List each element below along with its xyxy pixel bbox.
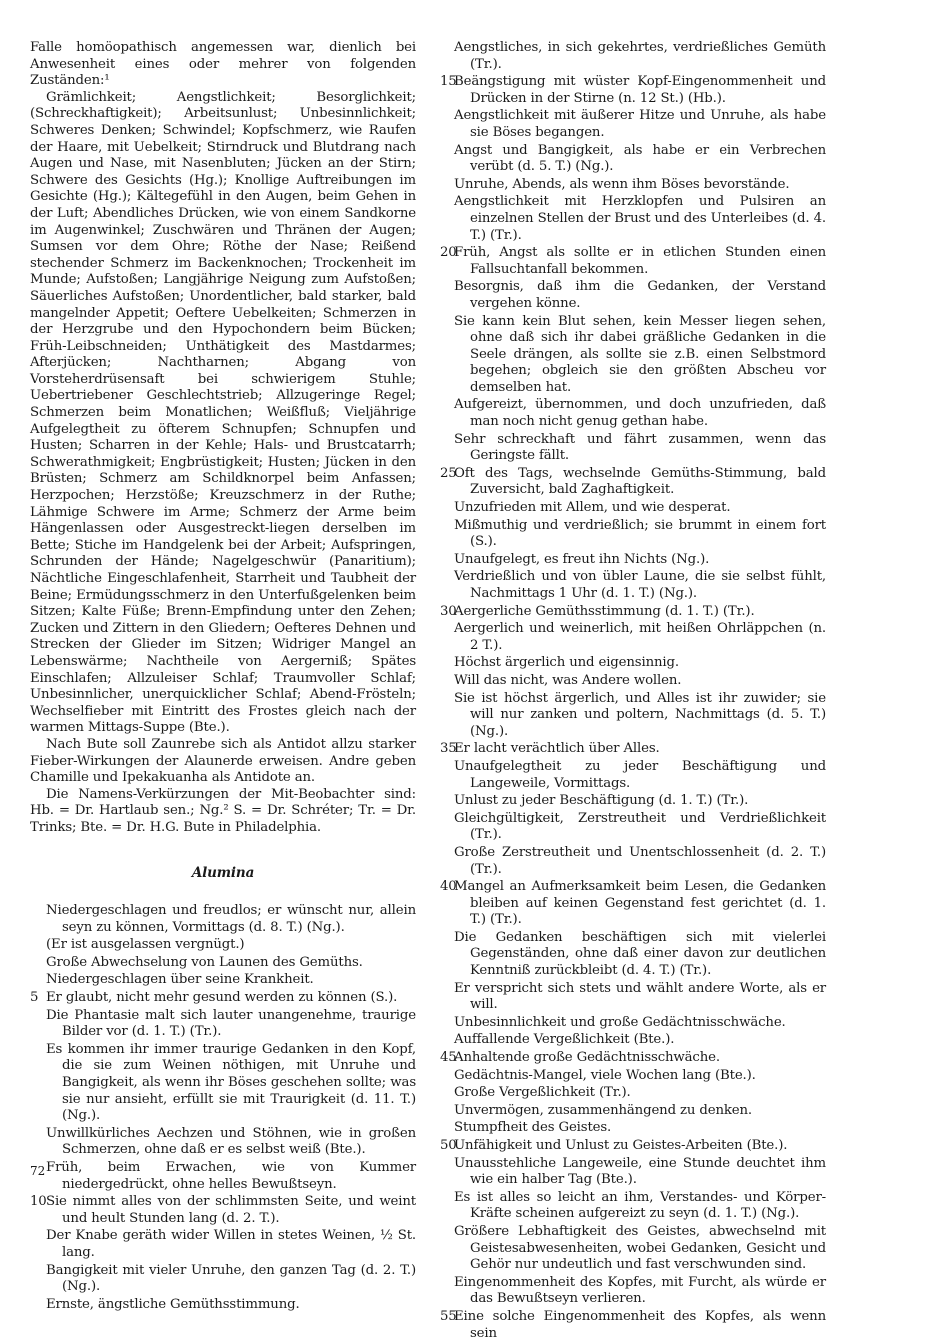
- right-column: [440, 40, 826, 1343]
- entry-text: Höchst ärgerlich und eigensinnig.: [454, 655, 679, 671]
- symptom-entry: [440, 314, 826, 397]
- symptom-entry: [440, 1032, 826, 1049]
- symptom-entry: [440, 40, 826, 73]
- symptom-entry: [440, 604, 826, 621]
- symptom-entry: [440, 741, 826, 758]
- symptom-entry: [440, 279, 826, 312]
- line-number: 5: [30, 990, 39, 1006]
- symptom-entry: [440, 500, 826, 517]
- entry-text: Unaufgelegt, es freut ihn Nichts (Ng.).: [454, 551, 710, 567]
- entry-text: Die Phantasie malt sich lauter unangenehme, traurige Bilder vor (d. 1. T.) (Tr.).: [46, 1007, 416, 1040]
- symptom-entry: [440, 245, 826, 278]
- symptom-entry: [440, 552, 826, 569]
- entry-text: Will das nicht, was Andere wollen.: [454, 672, 682, 688]
- entry-text: Unzufrieden mit Allem, und wie desperat.: [454, 500, 731, 516]
- symptom-entry: [440, 74, 826, 107]
- entry-text: Der Knabe geräth wider Willen in stetes Weinen, ½ St. lang.: [46, 1228, 416, 1260]
- symptom-entry: [30, 1263, 416, 1296]
- symptom-entry: [30, 955, 416, 972]
- symptom-entry: [440, 466, 826, 499]
- line-number: 40: [440, 879, 457, 895]
- entry-text: Große Abwechselung von Launen des Gemüths.: [46, 954, 363, 970]
- entry-text: Sehr schreckhaft und fährt zusammen, wenn das Geringste fällt.: [454, 431, 826, 464]
- symptom-entry: [440, 177, 826, 194]
- entry-text: Sie kann kein Blut sehen, kein Messer liegen sehen, ohne daß sich ihr dabei gräßliche Gedanken in die Seele drängen, als sollte sie z.B. einen Selbstmord begehen; obgleich sie den größten Abscheu vor demselben hat.: [454, 313, 826, 395]
- entry-text: Unwillkürliches Aechzen und Stöhnen, wie in großen Schmerzen, ohne daß er es selbst weiß (Bte.).: [46, 1125, 416, 1158]
- entry-text: Gleichgültigkeit, Zerstreutheit und Verdrießlichkeit (Tr.).: [454, 810, 826, 843]
- symptom-entry: [440, 1309, 826, 1342]
- symptom-entry: [30, 972, 416, 989]
- entry-text: Ernste, ängstliche Gemüthsstimmung.: [46, 1296, 300, 1312]
- symptom-entry: [440, 811, 826, 844]
- symptom-entry: [440, 1138, 826, 1155]
- symptom-entry: [30, 1228, 416, 1261]
- entry-text: Unbesinnlichkeit und große Gedächtnisschwäche.: [454, 1014, 786, 1030]
- symptom-entry: [440, 1085, 826, 1102]
- entry-text: Unruhe, Abends, als wenn ihm Böses bevorstände.: [454, 176, 790, 192]
- entry-text: Sie nimmt alles von der schlimmsten Seite, und weint und heult Stunden lang (d. 2. T.).: [46, 1194, 416, 1226]
- intro-paragraph-2: Grämlichkeit; Aengstlichkeit; Besorglichkeit; (Schreckhaftigkeit); Arbeitsunlust; Unbesinnlichkeit; Schweres Denken; Schwindel; Kopfschmerz, wie Raufen der Haare, mit Uebelkeit; Stirndruck und Blutdrang nach Augen und Nase, mit Nasenbluten; Jücken an der Stirn; Schwere des Gesichts (Hg.); Knollige Auftreibungen im Gesichte (Hg.); Kältegefühl in den Augen, beim Gehen in der Luft; Abendliches Drücken, wie von einem Sandkorne im Augenwinkel; Zuschwären und Thränen der Augen; Sumsen vor dem Ohre; Röthe der Nase; Reißend stechender Schmerz im Backenknochen; Trockenheit im Munde; Aufstoßen; Langjährige Neigung zum Aufstoßen; Säuerliches Aufstoßen; Unordentlicher, bald starker, bald mangelnder Appetit; Oeftere Uebelkeiten; Schmerzen in der Herzgrube und den Hypochondern beim Bücken; Früh-Leibschneiden; Unthätigkeit des Mastdarmes; Afterjücken; Nachtharnen; Abgang von Vorsteherdrüsensaft bei schwierigem Stuhle; Uebertriebener Geschlechtstrieb; Allzugeringe Regel; Schmerzen beim Monatlichen; Weißfluß; Vieljährige Aufgelegtheit zu öfterem Schnupfen; Schnupfen und Husten; Scharren in der Kehle; Hals- und Brustcatarrh; Schwerathmigkeit; Engbrüstigkeit; Husten; Jücken in den Brüsten; Schmerz am Schildknorpel beim Anfassen; Herzpochen; Herzstöße; Kreuzschmerz in der Ruthe; Lähmige Schwere im Arme; Schmerz der Arme beim Hängenlassen oder Ausgestreckt-liegen derselben im Bette; Stiche im Handgelenk bei der Arbeit; Aufspringen, Schrunden der Hände; Nagelgeschwür (Panaritium); Nächtliche Eingeschlafenheit, Starrheit und Taubheit der Beine; Ermüdungsschmerz in den Unterfußgelenken beim Sitzen; Kalte Füße; Brenn-Empfindung unter den Zehen; Zucken und Zittern in den Gliedern; Oefteres Dehnen und Strecken der Glieder im Sitzen; Widriger Mangel an Lebenswärme; Nachtheile von Aergerniß; Spätes Einschlafen; Allzuleiser Schlaf; Traumvoller Schlaf; Unbesinnlicher, unerquicklicher Schlaf; Abend-Frösteln; Wechselfieber mit Eintritt des Frostes gleich nach der warmen Mittags-Suppe (Bte.).: [30, 89, 416, 736]
- entry-text: Früh, Angst als sollte er in etlichen Stunden einen Fallsuchtanfall bekommen.: [454, 245, 826, 277]
- symptom-entry: [440, 655, 826, 672]
- left-entry-list: [30, 903, 416, 1313]
- entry-text: Gedächtnis-Mangel, viele Wochen lang (Bte.).: [454, 1067, 756, 1083]
- symptom-entry: [440, 1120, 826, 1137]
- symptom-entry: [440, 1275, 826, 1308]
- symptom-entry: [440, 108, 826, 141]
- symptom-entry: [30, 937, 416, 954]
- symptom-entry: [440, 518, 826, 551]
- entry-text: Bangigkeit mit vieler Unruhe, den ganzen Tag (d. 2. T.) (Ng.).: [46, 1262, 416, 1295]
- symptom-entry: [30, 1297, 416, 1314]
- line-number: 15: [440, 74, 457, 90]
- line-number: 30: [440, 603, 457, 619]
- entry-text: Aengstlichkeit mit äußerer Hitze und Unruhe, als habe sie Böses begangen.: [454, 108, 826, 140]
- entry-text: Er glaubt, nicht mehr gesund werden zu können (S.).: [46, 990, 398, 1006]
- entry-text: Es kommen ihr immer traurige Gedanken in den Kopf, die sie zum Weinen nöthigen, mit Unruhe und Bangigkeit, als wenn ihr Böses geschehen sollte; was sie nur ansieht, erfüllt sie mit Traurigkeit (d. 11. T.) (Ng.).: [46, 1041, 416, 1124]
- symptom-entry: [440, 845, 826, 878]
- entry-text: Mangel an Aufmerksamkeit beim Lesen, die Gedanken bleiben auf keinen Gegenstand fest gerichtet (d. 1. T.) (Tr.).: [454, 879, 826, 928]
- line-number: 35: [440, 741, 457, 757]
- symptom-entry: [440, 1068, 826, 1085]
- symptom-entry: [30, 1160, 416, 1193]
- entry-text: Auffallende Vergeßlichkeit (Bte.).: [454, 1032, 675, 1048]
- intro-paragraph-1: Falle homöopathisch angemessen war, dienlich bei Anwesenheit eines oder mehrer von folgenden Zuständen:¹: [30, 40, 416, 89]
- entry-text: Unlust zu jeder Beschäftigung (d. 1. T.) (Tr.).: [454, 793, 749, 809]
- entry-text: Es ist alles so leicht an ihm, Verstandes- und Körper-Kräfte scheinen aufgereizt zu seyn (d. 1. T.) (Ng.).: [454, 1189, 826, 1222]
- line-number: 55: [440, 1308, 457, 1324]
- section-title: Alumina: [191, 864, 255, 881]
- entry-text: Aengstlichkeit mit Herzklopfen und Pulsiren an einzelnen Stellen der Brust und des Unterleibes (d. 4. T.) (Tr.).: [454, 194, 826, 243]
- entry-text: Stumpfheit des Geistes.: [454, 1120, 612, 1136]
- symptom-entry: [440, 981, 826, 1014]
- symptom-entry: [440, 569, 826, 602]
- right-entry-list: [440, 40, 826, 1342]
- entry-text: Früh, beim Erwachen, wie von Kummer niedergedrückt, ohne helles Bewußtseyn.: [46, 1160, 416, 1192]
- symptom-entry: [440, 1050, 826, 1067]
- symptom-entry: [440, 1103, 826, 1120]
- entry-text: Anhaltende große Gedächtnisschwäche.: [454, 1050, 720, 1066]
- symptom-entry: [30, 1008, 416, 1041]
- line-number: 25: [440, 465, 457, 481]
- symptom-entry: [440, 673, 826, 690]
- entry-text: Angst und Bangigkeit, als habe er ein Verbrechen verübt (d. 5. T.) (Ng.).: [454, 142, 826, 175]
- intro-paragraph-3: Nach Bute soll Zaunrebe sich als Antidot allzu starker Fieber-Wirkungen der Alaunerde erweisen. Andre geben Chamille und Ipekakuanha als Antidote an.: [30, 736, 416, 786]
- entry-text: Unaufgelegtheit zu jeder Beschäftigung und Langeweile, Vormittags.: [454, 758, 826, 791]
- entry-text: Die Gedanken beschäftigen sich mit vielerlei Gegenständen, ohne daß einer davon zur deutlichen Kenntniß zurückbleibt (d. 4. T.) (Tr.).: [454, 929, 826, 979]
- entry-text: Besorgnis, daß ihm die Gedanken, der Verstand vergehen könne.: [454, 279, 826, 311]
- line-number: 10: [30, 1194, 47, 1210]
- entry-text: Aufgereizt, übernommen, und doch unzufrieden, daß man noch nicht genug gethan habe.: [454, 397, 826, 430]
- entry-text: Verdrießlich und von übler Laune, die sie selbst fühlt, Nachmittags 1 Uhr (d. 1. T.) (Ng.).: [454, 569, 826, 601]
- entry-text: Unfähigkeit und Unlust zu Geistes-Arbeiten (Bte.).: [454, 1138, 788, 1153]
- entry-text: Unausstehliche Langeweile, eine Stunde deuchtet ihm wie ein halber Tag (Bte.).: [454, 1155, 826, 1188]
- symptom-entry: [440, 1156, 826, 1189]
- symptom-entry: [30, 990, 416, 1007]
- symptom-entry: [30, 1194, 416, 1227]
- left-column: [30, 40, 416, 1314]
- line-number: 50: [440, 1138, 457, 1153]
- symptom-entry: [30, 903, 416, 936]
- line-number: 20: [440, 245, 457, 261]
- symptom-entry: [440, 1190, 826, 1223]
- symptom-entry: [440, 691, 826, 741]
- entry-text: Niedergeschlagen und freudlos; er wünscht nur, allein seyn zu können, Vormittags (d. 8. T.) (Ng.).: [46, 903, 416, 935]
- symptom-entry: [440, 1224, 826, 1274]
- symptom-entry: [30, 1126, 416, 1159]
- symptom-entry: [440, 621, 826, 654]
- entry-text: Mißmuthig und verdrießlich; sie brummt in einem fort (S.).: [454, 517, 826, 550]
- entry-text: Aergerliche Gemüthsstimmung (d. 1. T.) (Tr.).: [454, 603, 755, 619]
- entry-text: Oft des Tags, wechselnde Gemüths-Stimmung, bald Zuversicht, bald Zaghaftigkeit.: [454, 465, 826, 498]
- entry-text: Aengstliches, in sich gekehrtes, verdrießliches Gemüth (Tr.).: [454, 40, 826, 72]
- entry-text: Große Zerstreutheit und Unentschlossenheit (d. 2. T.) (Tr.).: [454, 844, 826, 877]
- symptom-entry: [440, 879, 826, 929]
- symptom-entry: [440, 143, 826, 176]
- symptom-entry: [440, 759, 826, 792]
- entry-text: Aergerlich und weinerlich, mit heißen Ohrläppchen (n. 2 T.).: [454, 621, 826, 653]
- symptom-entry: [440, 432, 826, 465]
- symptom-entry: [440, 1015, 826, 1032]
- entry-text: (Er ist ausgelassen vergnügt.): [46, 937, 245, 953]
- line-number: 45: [440, 1050, 457, 1066]
- entry-text: Sie ist höchst ärgerlich, und Alles ist ihr zuwider; sie will nur zanken und poltern, Nachmittags (d. 5. T.) (Ng.).: [454, 690, 826, 739]
- symptom-entry: [440, 930, 826, 980]
- symptom-entry: [440, 793, 826, 810]
- entry-text: Große Vergeßlichkeit (Tr.).: [454, 1085, 631, 1101]
- entry-text: Unvermögen, zusammenhängend zu denken.: [454, 1102, 752, 1118]
- symptom-entry: [440, 397, 826, 430]
- symptom-entry: [440, 194, 826, 244]
- entry-text: Er lacht verächtlich über Alles.: [454, 741, 660, 757]
- page-number: 72: [30, 1164, 46, 1178]
- entry-text: Er verspricht sich stets und wählt andere Worte, als er will.: [454, 980, 826, 1013]
- symptom-entry: [30, 1042, 416, 1125]
- intro-paragraph-4: Die Namens-Verkürzungen der Mit-Beobachter sind: Hb. = Dr. Hartlaub sen.; Ng.² S. = Dr. Schréter; Tr. = Dr. Trinks; Bte. = Dr. H.G. Bute in Philadelphia.: [30, 786, 416, 835]
- entry-text: Eingenommenheit des Kopfes, mit Furcht, als würde er das Bewußtseyn verlieren.: [454, 1274, 826, 1307]
- entry-text: Niedergeschlagen über seine Krankheit.: [46, 972, 314, 988]
- entry-text: Beängstigung mit wüster Kopf-Eingenommenheit und Drücken in der Stirne (n. 12 St.) (Hb.).: [454, 74, 826, 106]
- entry-text: Eine solche Eingenommenheit des Kopfes, als wenn sein: [454, 1308, 826, 1341]
- entry-text: Größere Lebhaftigkeit des Geistes, abwechselnd mit Geistesabwesenheiten, wobei Gedanken, Gesicht und Gehör nur undeutlich und fast verschwunden sind.: [454, 1223, 826, 1273]
